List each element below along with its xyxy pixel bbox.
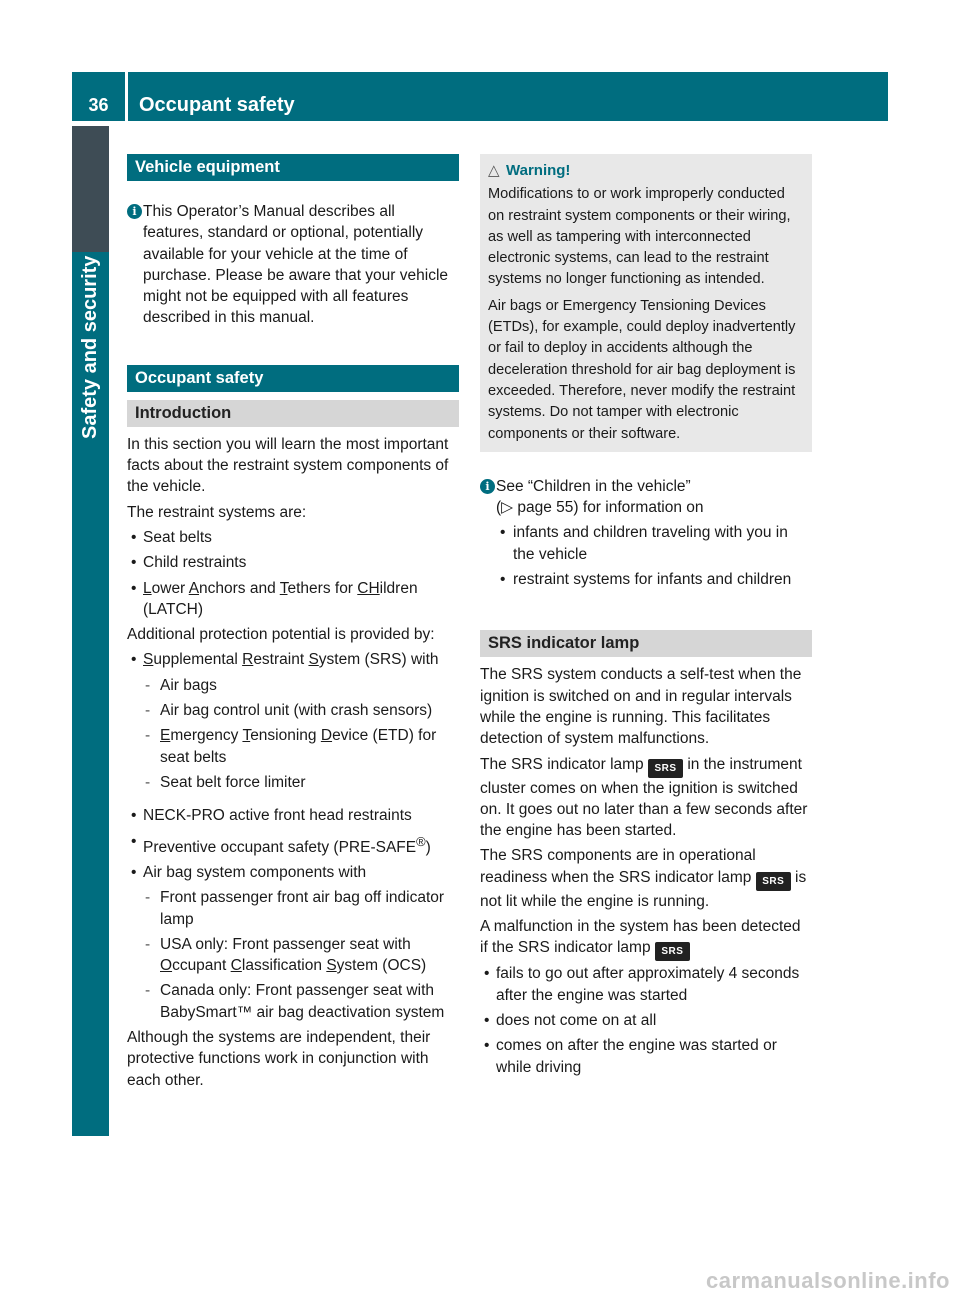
list-item-srs	[127, 649, 459, 670]
sub-list-item-etd	[127, 725, 459, 768]
header-separator	[125, 72, 128, 121]
sub-list-item: - Air bags	[127, 675, 459, 696]
text-run: ensioning	[250, 727, 321, 745]
underline-letter: A	[188, 579, 200, 597]
list-item: • comes on after the engine was started or while driving	[480, 1035, 812, 1078]
vehicle-equipment-info	[127, 201, 459, 329]
srs-lamp-heading: SRS indicator lamp	[480, 630, 812, 657]
underline-letter: O	[160, 957, 173, 975]
text-run: upplemental	[153, 651, 243, 669]
sidebar-block	[72, 126, 109, 252]
underline-letter: CH	[357, 579, 380, 597]
srs-indicator-icon: SRS	[655, 942, 690, 961]
list-item-latch	[127, 578, 459, 621]
intro-paragraph-1: In this section you will learn the most important facts about the restraint system components of the vehicle.	[127, 435, 449, 496]
sidebar-section-label: Safety and security	[79, 256, 101, 440]
text-run: nchors and	[199, 579, 280, 597]
text-run: in the instrument cluster comes on when the ignition is switched on. It goes out no later than a few seconds after the engine has been started.	[480, 755, 808, 840]
underline-letter: S	[143, 651, 154, 669]
list-item-presafe	[127, 831, 459, 858]
info-icon: i	[480, 479, 495, 494]
srs-indicator-icon: SRS	[648, 759, 683, 778]
text-run: Preventive occupant safety (PRE-SAFE	[143, 838, 417, 856]
children-info	[480, 476, 812, 497]
sub-list-item: - Front passenger front air bag off indicator lamp	[127, 887, 459, 930]
text-run: ildren (LATCH)	[143, 579, 418, 618]
underline-letter: C	[230, 957, 242, 975]
underline-letter: T	[279, 579, 288, 597]
srs-paragraph-3	[480, 845, 812, 912]
vehicle-equipment-heading: Vehicle equipment	[127, 154, 459, 181]
intro-paragraph-2: The restraint systems are:	[127, 503, 307, 521]
introduction-heading: Introduction	[127, 400, 459, 427]
sub-list-item: - Seat belt force limiter	[127, 772, 459, 793]
children-info-text: See “Children in the vehicle”	[496, 477, 691, 495]
left-column	[127, 154, 459, 1095]
text-run: The SRS components are in operational readiness when the SRS indicator lamp	[480, 847, 756, 886]
text-run: ccupant	[172, 957, 231, 975]
text-run: ystem (SRS) with	[318, 651, 439, 669]
underline-letter: D	[320, 727, 333, 745]
underline-letter: S	[308, 651, 319, 669]
sub-list-item-ocs	[127, 934, 459, 977]
underline-letter: E	[160, 727, 171, 745]
registered-mark: ®	[416, 833, 426, 849]
text-run: )	[425, 838, 431, 856]
text-run: ystem (OCS)	[336, 957, 427, 975]
list-item: • Child restraints	[127, 552, 459, 573]
srs-paragraph-1: The SRS system conducts a self-test when the ignition is switched on and in regular intervals while the engine is running. This facilitates detection of system malfunctions.	[480, 666, 802, 748]
watermark: carmanualsonline.info	[706, 1268, 950, 1293]
warning-title-row	[488, 160, 804, 181]
list-item: • infants and children traveling with you in the vehicle	[480, 522, 812, 565]
list-item: • NECK-PRO active front head restraints	[127, 805, 459, 826]
children-info-ref: (▷ page 55) for information on	[496, 499, 704, 517]
list-item: • restraint systems for infants and children	[480, 569, 812, 590]
section-sidebar	[72, 126, 109, 1136]
warning-paragraph-1: Modifications to or work improperly conducted on restraint system components or their wiring, as well as tampering with interconnected electronic systems, can lead to the restraint systems no longer functioning as intended.	[488, 186, 791, 288]
text-run: lassification	[241, 957, 327, 975]
underline-letter: L	[143, 579, 152, 597]
text-run: A malfunction in the system has been detected if the SRS indicator lamp	[480, 918, 801, 957]
text-run: evice (ETD) for seat belts	[160, 727, 437, 766]
text-run: ower	[151, 579, 189, 597]
text-run: mergency	[170, 727, 243, 745]
srs-paragraph-2	[480, 754, 812, 842]
page-number: 36	[88, 95, 109, 115]
text-run: is not lit while the engine is running.	[480, 868, 807, 910]
intro-paragraph-4: Although the systems are independent, their protective functions work in conjunction with each other.	[127, 1029, 431, 1089]
sub-list-item: - Canada only: Front passenger seat with BabySmart™ air bag deactivation system	[127, 980, 459, 1023]
srs-paragraph-4	[480, 916, 812, 961]
page-header	[72, 72, 888, 121]
sub-list-item: - Air bag control unit (with crash sensors)	[127, 700, 459, 721]
text-run: The SRS indicator lamp	[480, 755, 644, 773]
list-item: • Seat belts	[127, 527, 459, 548]
underline-letter: T	[242, 727, 251, 745]
underline-letter: R	[242, 651, 254, 669]
warning-box	[480, 154, 812, 452]
page-title: Occupant safety	[139, 94, 295, 116]
vehicle-equipment-text: This Operator’s Manual describes all features, standard or optional, potentially available for your vehicle at the time of purchase. Please be aware that your vehicle might not be equipped with all features described in this manual.	[143, 203, 449, 327]
warning-paragraph-2: Air bags or Emergency Tensioning Devices (ETDs), for example, could deploy inadvertently or fail to deploy in accidents although the deceleration threshold for air bag deployment is exceeded. Therefore, never modify the restraint systems. Do not tamper with electronic components or their software.	[488, 297, 796, 442]
warning-title: Warning!	[506, 162, 571, 179]
list-item: • does not come on at all	[480, 1010, 812, 1031]
underline-letter: S	[326, 957, 337, 975]
text-run: estraint	[253, 651, 309, 669]
intro-paragraph-3: Additional protection potential is provided by:	[127, 626, 435, 644]
text-run: ethers for	[287, 579, 358, 597]
occupant-safety-heading: Occupant safety	[127, 365, 459, 392]
text-run: USA only: Front passenger seat with	[160, 935, 411, 953]
warning-triangle-icon: △	[488, 162, 500, 179]
srs-indicator-icon: SRS	[756, 872, 791, 891]
list-item: • Air bag system components with	[127, 862, 459, 883]
info-icon: i	[127, 204, 142, 219]
list-item: • fails to go out after approximately 4 seconds after the engine was started	[480, 963, 812, 1006]
right-column	[480, 154, 812, 1082]
